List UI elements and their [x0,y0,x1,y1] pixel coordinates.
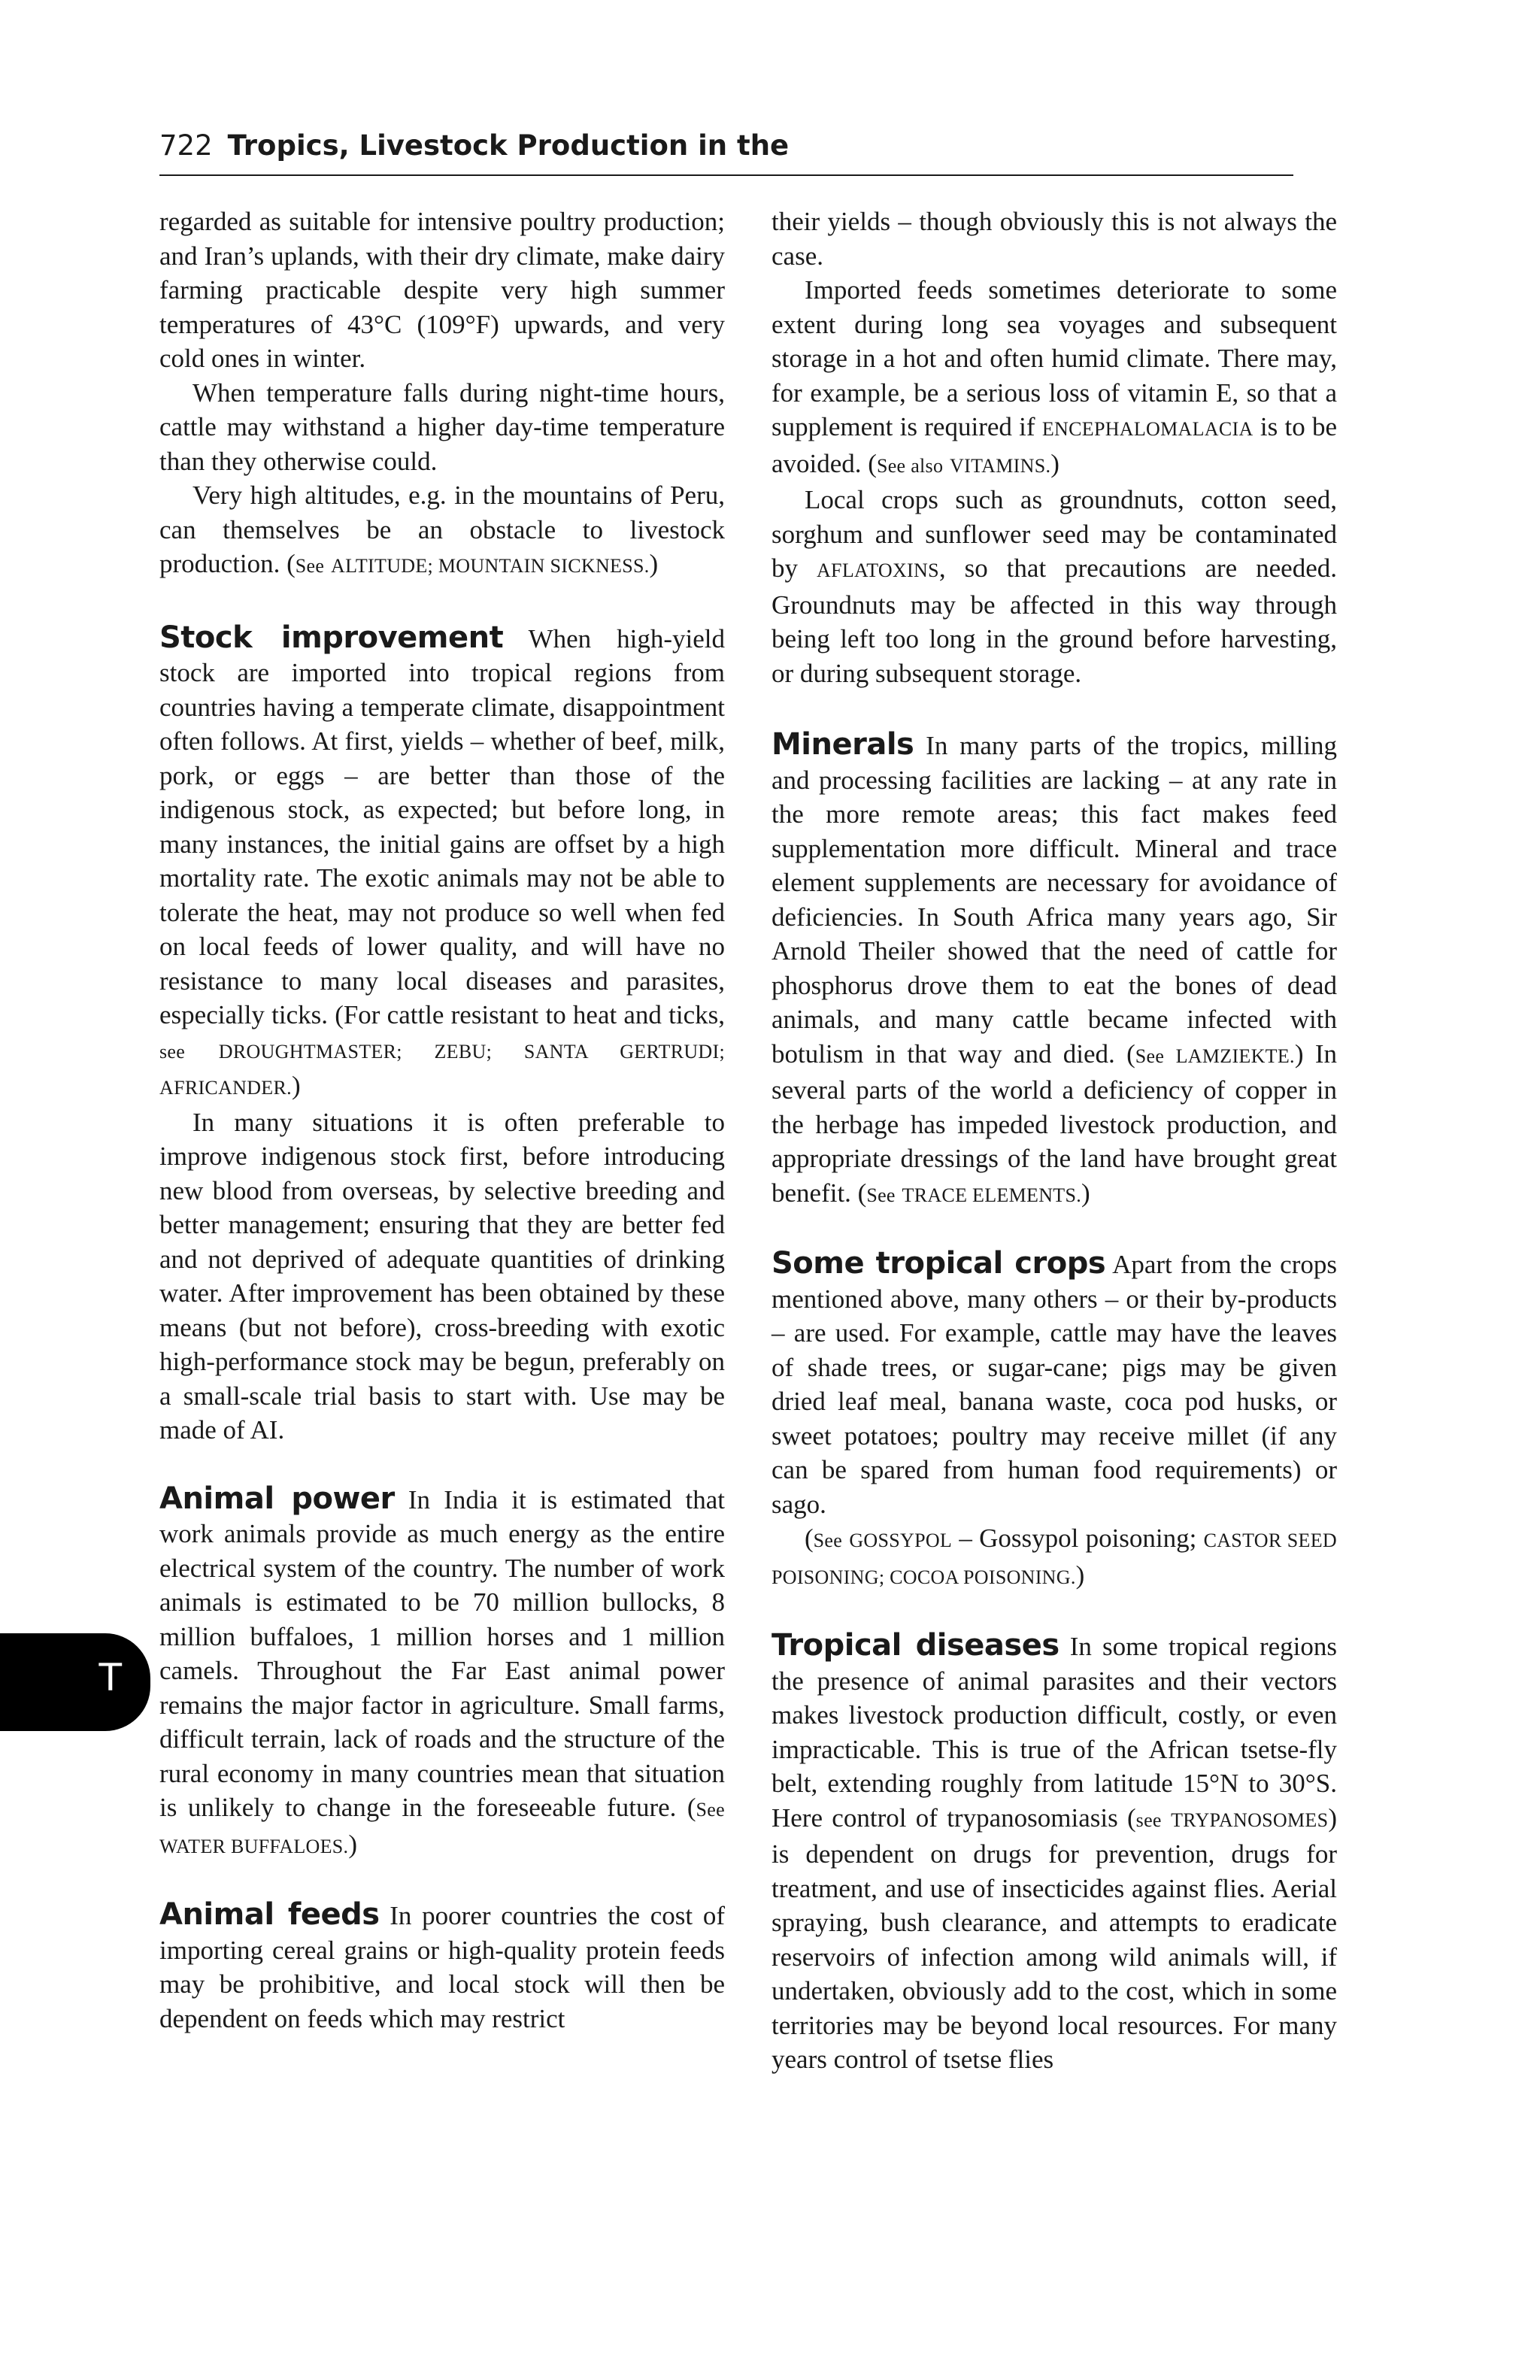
running-title: Tropics, Livestock Production in the [227,129,790,162]
see-marker: See [813,1530,843,1551]
see-marker: see [1135,1808,1162,1831]
cross-reference: TRYPANOSOMES [1171,1808,1329,1831]
paragraph-text: their yields – though obviously this is not always the case. [772,207,1337,271]
see-marker: See [866,1184,896,1206]
paragraph-text: ) In several parts of the world a deficiency of copper in the herbage has impeded livestock production, and appropriate dressings of the land have brought great benefit. ( [772,1038,1337,1208]
entry-some-tropical-crops [772,1247,1337,1521]
cross-reference: AFLATOXINS [816,559,939,581]
cross-reference: LAMZIEKTE. [1175,1044,1295,1067]
paragraph-text: Imported feeds sometimes deteriorate to some extent during long sea voyages and subsequent storage in a hot and often humid climate. There may, for example, be a serious loss of vitamin E, so that a supplement is required if [772,275,1337,441]
paragraph-text: ) [1075,1560,1085,1590]
cross-reference: WATER BUFFALOES. [159,1835,349,1857]
paragraph [159,205,725,376]
section-heading: Animal feeds [159,1897,380,1932]
cross-reference: VITAMINS. [950,454,1051,477]
paragraph-text: In many situations it is often preferable to improve indigenous stock first, before introducing new blood from overseas, by selective breeding and better management; ensuring that they are better fed and not deprived of adequate quantities of drinking water. After improvement has been obtained by these means (but not before), cross-breeding with exotic high-performance stock may be begun, preferably on a small-scale trial basis to start with. Use may be made of AI. [159,1107,725,1445]
paragraph-text: regarded as suitable for intensive poultry production; and Iran’s uplands, with their dry climate, make dairy farming practicable despite very high summer temperatures of 43°C (109°F) upwards, and very cold ones in winter. [159,207,725,373]
paragraph [772,1521,1337,1594]
paragraph-text: ) is dependent on drugs for prevention, drugs for treatment, and use of insecticides against flies. Aerial spraying, bush clearance, and attempts to eradicate reservoirs of infection among wild animals will, if undertaken, obviously add to the cost, which in some territories may be beyond local resources. For many years control of tsetse flies [772,1802,1338,2074]
thumb-index-tab [0,1633,150,1731]
paragraph-text: ) [1081,1178,1090,1208]
entry-minerals [772,728,1337,1212]
see-marker: See also [876,454,944,477]
section-heading: Stock improvement [159,620,504,655]
page-number: 722 [159,129,213,162]
entry-animal-feeds [159,1898,725,2036]
section-heading: Some tropical crops [772,1246,1106,1281]
right-column [772,205,1337,2077]
cross-reference: DROUGHTMASTER; ZEBU; SANTA GERTRUDI; AFRICANDER. [159,1040,725,1099]
cross-reference: ENCEPHALOMALACIA [1041,418,1254,440]
see-marker: see [159,1040,186,1063]
entry-tropical-diseases [772,1629,1337,2077]
section-heading: Minerals [772,727,914,762]
cross-reference: CASTOR SEED POISONING; COCOA POISONING. [772,1530,1337,1588]
paragraph [159,376,725,479]
paragraph-text: ( [805,1524,814,1553]
paragraph-text: In poorer countries the cost of importing cereal grains or high-quality protein feeds may be prohibitive, and local stock will then be dependent on feeds which may restrict [159,1901,726,2033]
paragraph-text: , so that precautions are needed. Groundnuts may be affected in this way through being left too long in the ground before harvesting, or during subsequent storage. [772,553,1338,688]
entry-animal-power [159,1482,725,1864]
section-heading: Tropical diseases [772,1628,1060,1663]
paragraph-text: ) [649,549,659,578]
paragraph-text: ) [348,1829,357,1859]
paragraph [159,478,725,584]
paragraph-text: – Gossypol poisoning; [959,1524,1197,1553]
paragraph [159,1105,725,1448]
cross-reference: TRACE ELEMENTS. [902,1184,1082,1206]
running-header [159,126,1293,176]
paragraph-text: In many parts of the tropics, milling and processing facilities are lacking – at any rate in the more remote areas; this fact makes feed supplementation more difficult. Mineral and trace element supplements are necessary for avoidance of deficiencies. In South Africa many years ago, Sir Arnold Theiler showed that the need of cattle for phosphorus drove them to eat the bones of dead animals, and many cattle became infected with botulism in that way and died. ( [772,731,1337,1069]
see-marker: See [295,555,325,577]
paragraph [772,205,1337,273]
see-marker: See [696,1799,725,1821]
paragraph-text: In India it is estimated that work animals provide as much energy as the entire electrical system of the country. The number of work animals is estimated to be 70 million bullocks, 8 million buffaloes, 1 million horses and 1 million camels. Throughout the Far East animal power remains the major factor in agriculture. Small farms, difficult terrain, lack of roads and the structure of the rural economy in many countries mean that situation is unlikely to change in the foreseeable future. ( [159,1484,726,1822]
paragraph-text: Apart from the crops mentioned above, many others – or their by-products – are used. For example, cattle may have the leaves of shade trees, or sugar-cane; pigs may be given dried leaf meal, banana waste, coca pod husks, or sweet potatoes; poultry may receive millet (if any can be spared from human food requirements) or sago. [772,1250,1337,1519]
paragraph-text: When high-yield stock are imported into tropical regions from countries having a temperate climate, disappointment often follows. At first, yields – whether of beef, milk, pork, or eggs – are better than those of the indigenous stock, as expected; but before long, in many instances, the initial gains are offset by a high mortality rate. The exotic animals may not be able to tolerate the heat, may not produce so well when fed on local feeds of lower quality, and will have no resistance to many local diseases and parasites, especially ticks. (For cattle resistant to heat and ticks, [159,623,725,1029]
left-column [159,205,725,2036]
see-marker: See [1135,1044,1165,1067]
paragraph-text: When temperature falls during night-time hours, cattle may withstand a higher day-time temperature than they otherwise could. [159,377,725,476]
paragraph-text: In some tropical regions the presence of animal parasites and their vectors makes livestock production difficult, costly, or even impracticable. This is true of the African tsetse-fly belt, extending roughly from latitude 15°N to 30°S. Here control of trypanosomiasis ( [772,1632,1337,1833]
paragraph-text: Very high altitudes, e.g. in the mountains of Peru, can themselves be an obstacle to livestock production. ( [159,481,725,578]
entry-stock-improvement [159,621,725,1105]
paragraph-text: Local crops such as groundnuts, cotton seed, sorghum and sunflower seed may be contaminated by [772,485,1337,583]
paragraph-text: ) [291,1071,301,1100]
paragraph-text: ) [1050,448,1060,478]
section-heading: Animal power [159,1481,395,1516]
paragraph-text: is to be avoided. ( [772,412,1338,478]
cross-reference: ALTITUDE; MOUNTAIN SICKNESS. [331,555,650,577]
cross-reference: GOSSYPOL [849,1530,953,1551]
paragraph [772,273,1337,483]
paragraph [772,483,1337,690]
thumb-tab-letter: T [99,1656,122,1699]
